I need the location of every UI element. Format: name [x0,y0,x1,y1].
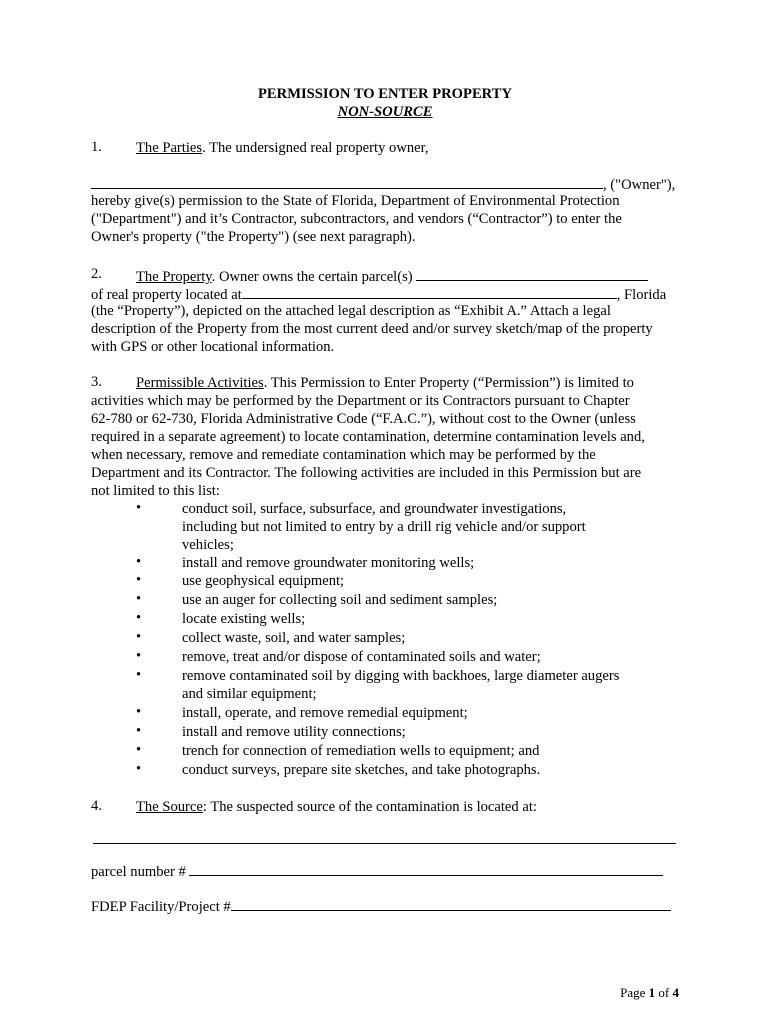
fdep-project-label: FDEP Facility/Project # [91,899,231,915]
bullet-icon: • [136,500,142,516]
bullet-icon: • [136,648,142,664]
section-3-line: 62-780 or 62-730, Florida Administrative Code (“F.A.C.”), without cost to the Owner (unless [91,411,636,427]
activity-item-continued: vehicles; [182,537,234,553]
section-3-line: activities which may be performed by the Department or its Contractors pursuant to Chapter [91,393,630,409]
parcel-count-field[interactable] [416,266,648,281]
owner-suffix: , ("Owner"), [603,177,676,193]
section-2-label: The Property [136,269,212,285]
section-3-label: Permissible Activities [136,375,264,391]
bullet-icon: • [136,667,142,683]
activity-item: conduct soil, surface, subsurface, and groundwater investigations, [182,501,567,517]
activity-item: locate existing wells; [182,611,306,627]
bullet-icon: • [136,761,142,777]
page-footer [620,985,679,1001]
owner-name-field[interactable] [91,174,603,189]
activity-item-continued: including but not limited to entry by a drill rig vehicle and/or support [182,519,586,535]
activity-item: conduct surveys, prepare site sketches, and take photographs. [182,762,541,778]
activity-item: remove, treat and/or dispose of contaminated soils and water; [182,649,541,665]
bullet-icon: • [136,742,142,758]
activity-item: use geophysical equipment; [182,573,345,589]
parcel-number-label: parcel number # [91,864,190,880]
bullet-icon: • [136,610,142,626]
section-2-heading-line [136,266,648,286]
section-1-number: 1. [91,139,102,155]
document-subtitle: NON-SOURCE [337,104,433,120]
section-4-number: 4. [91,798,102,814]
section-3-intro: . This Permission to Enter Property (“Permission”) is limited to [263,375,634,391]
section-4-intro: : The suspected source of the contamination is located at: [202,799,537,815]
section-3-heading-line [136,374,634,392]
activity-item: install and remove groundwater monitoring wells; [182,555,475,571]
activity-item: install, operate, and remove remedial equipment; [182,705,468,721]
current-page-number: 1 [648,985,656,1000]
section-2-line: (the “Property”), depicted on the attached legal description as “Exhibit A.” Attach a legal [91,303,611,319]
bullet-icon: • [136,629,142,645]
section-1-line: hereby give(s) permission to the State of Florida, Department of Environmental Protection [91,193,620,209]
section-2-line: description of the Property from the most current deed and/or survey sketch/map of the property [91,321,653,337]
activity-item: trench for connection of remediation wells to equipment; and [182,743,540,759]
section-2-number: 2. [91,266,102,282]
section-1-intro: . The undersigned real property owner, [202,140,429,156]
fdep-project-field[interactable] [231,896,671,911]
section-2-intro: . Owner owns the certain parcel(s) [211,269,417,285]
bullet-icon: • [136,591,142,607]
section-1-heading-line [136,139,429,157]
document-title: PERMISSION TO ENTER PROPERTY [258,86,512,102]
section-2-line: with GPS or other locational information. [91,339,335,355]
parcel-number-field[interactable] [189,861,663,876]
section-3-line: required in a separate agreement) to locate contamination, determine contamination levels and, [91,429,645,445]
section-1-line: ("Department") and it’s Contractor, subcontractors, and vendors (“Contractor”) to enter the [91,211,622,227]
property-location-line [91,284,666,304]
section-3-line: when necessary, remove and remediate contamination which may be performed by the [91,447,596,463]
bullet-icon: • [136,723,142,739]
activity-item: collect waste, soil, and water samples; [182,630,406,646]
section-3-number: 3. [91,374,102,390]
section-1-label: The Parties [136,140,203,156]
activity-item: install and remove utility connections; [182,724,406,740]
owner-line [91,174,675,194]
total-pages-number: 4 [672,985,679,1000]
section-4-label: The Source [136,799,203,815]
bullet-icon: • [136,704,142,720]
fdep-project-line [91,896,671,916]
location-suffix: , Florida [616,287,667,303]
section-3-line: Department and its Contractor. The following activities are included in this Permission but are [91,465,642,481]
activity-item: remove contaminated soil by digging with backhoes, large diameter augers [182,668,620,684]
section-1-line: Owner's property ("the Property") (see next paragraph). [91,229,416,245]
section-3-line: not limited to this list: [91,483,220,499]
activity-item-continued: and similar equipment; [182,686,317,702]
of-word: of [655,985,673,1000]
bullet-icon: • [136,572,142,588]
bullet-icon: • [136,554,142,570]
activity-item: use an auger for collecting soil and sediment samples; [182,592,498,608]
location-prefix: of real property located at [91,287,242,303]
section-4-heading-line [136,798,537,816]
parcel-number-line [91,861,663,881]
page-word: Page [620,985,649,1000]
source-location-field[interactable] [93,843,676,844]
property-location-field[interactable] [242,284,617,299]
